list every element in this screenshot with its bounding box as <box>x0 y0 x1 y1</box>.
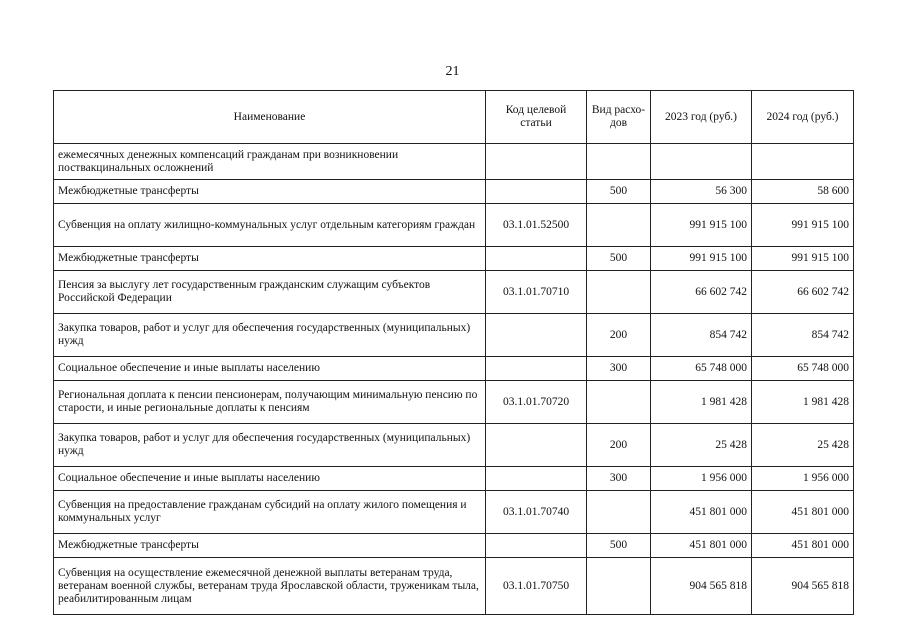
cell-name: Пенсия за выслугу лет государственным гражданским служащим субъектов Российской Федерации <box>54 271 486 314</box>
cell-2023: 451 801 000 <box>651 491 752 534</box>
table-row <box>54 381 854 424</box>
header-expense-type: Вид расхо-дов <box>587 91 651 144</box>
cell-2023: 66 602 742 <box>651 271 752 314</box>
cell-code: 03.1.01.70740 <box>486 491 587 534</box>
cell-2024: 1 956 000 <box>752 467 854 491</box>
header-2023: 2023 год (руб.) <box>651 91 752 144</box>
cell-expense-type <box>587 381 651 424</box>
table-row <box>54 180 854 204</box>
cell-2023: 56 300 <box>651 180 752 204</box>
header-code: Код целевой статьи <box>486 91 587 144</box>
cell-code <box>486 314 587 357</box>
cell-name: Региональная доплата к пенсии пенсионерам, получающим минимальную пенсию по старости, и иные региональные доплаты к пенсиям <box>54 381 486 424</box>
cell-expense-type: 200 <box>587 314 651 357</box>
cell-expense-type: 200 <box>587 424 651 467</box>
cell-2023: 65 748 000 <box>651 357 752 381</box>
cell-2024: 451 801 000 <box>752 534 854 558</box>
cell-name: Межбюджетные трансферты <box>54 534 486 558</box>
cell-2023: 854 742 <box>651 314 752 357</box>
cell-2023: 904 565 818 <box>651 558 752 615</box>
cell-2023: 991 915 100 <box>651 204 752 247</box>
cell-2024: 1 981 428 <box>752 381 854 424</box>
cell-code <box>486 144 587 180</box>
cell-name: Социальное обеспечение и иные выплаты населению <box>54 357 486 381</box>
cell-name: Субвенция на оплату жилищно-коммунальных услуг отдельным категориям граждан <box>54 204 486 247</box>
cell-2024: 991 915 100 <box>752 204 854 247</box>
cell-code <box>486 357 587 381</box>
cell-2024: 66 602 742 <box>752 271 854 314</box>
table-header-row <box>54 91 854 144</box>
cell-expense-type <box>587 491 651 534</box>
cell-2024: 58 600 <box>752 180 854 204</box>
cell-name: Закупка товаров, работ и услуг для обеспечения государственных (муниципальных) нужд <box>54 314 486 357</box>
table-row <box>54 204 854 247</box>
cell-name: Субвенция на осуществление ежемесячной денежной выплаты ветеранам труда, ветеранам военной службы, ветеранам труда Ярославской области, труженикам тыла, реабилитированным лицам <box>54 558 486 615</box>
cell-expense-type: 500 <box>587 180 651 204</box>
cell-name: ежемесячных денежных компенсаций гражданам при возникновении поствакцинальных осложнений <box>54 144 486 180</box>
cell-2023 <box>651 144 752 180</box>
table-row <box>54 271 854 314</box>
table-row <box>54 534 854 558</box>
cell-code <box>486 424 587 467</box>
cell-2024: 904 565 818 <box>752 558 854 615</box>
table-row <box>54 467 854 491</box>
table-row <box>54 314 854 357</box>
cell-expense-type <box>587 204 651 247</box>
cell-expense-type: 300 <box>587 467 651 491</box>
cell-name: Межбюджетные трансферты <box>54 247 486 271</box>
cell-code: 03.1.01.52500 <box>486 204 587 247</box>
cell-2024: 991 915 100 <box>752 247 854 271</box>
budget-table <box>53 90 854 615</box>
cell-code <box>486 180 587 204</box>
cell-expense-type: 500 <box>587 534 651 558</box>
cell-code <box>486 534 587 558</box>
table-row <box>54 247 854 271</box>
header-name: Наименование <box>54 91 486 144</box>
cell-2023: 991 915 100 <box>651 247 752 271</box>
cell-name: Межбюджетные трансферты <box>54 180 486 204</box>
cell-code <box>486 467 587 491</box>
cell-code: 03.1.01.70710 <box>486 271 587 314</box>
cell-expense-type <box>587 558 651 615</box>
cell-name: Социальное обеспечение и иные выплаты населению <box>54 467 486 491</box>
cell-name: Закупка товаров, работ и услуг для обеспечения государственных (муниципальных) нужд <box>54 424 486 467</box>
cell-name: Субвенция на предоставление гражданам субсидий на оплату жилого помещения и коммунальных услуг <box>54 491 486 534</box>
cell-code: 03.1.01.70720 <box>486 381 587 424</box>
table-row <box>54 144 854 180</box>
cell-code <box>486 247 587 271</box>
cell-2023: 451 801 000 <box>651 534 752 558</box>
cell-2023: 25 428 <box>651 424 752 467</box>
cell-expense-type: 300 <box>587 357 651 381</box>
cell-2024 <box>752 144 854 180</box>
cell-2024: 25 428 <box>752 424 854 467</box>
cell-code: 03.1.01.70750 <box>486 558 587 615</box>
table-row <box>54 491 854 534</box>
cell-2024: 65 748 000 <box>752 357 854 381</box>
cell-2024: 451 801 000 <box>752 491 854 534</box>
cell-expense-type: 500 <box>587 247 651 271</box>
cell-expense-type <box>587 144 651 180</box>
table-row <box>54 424 854 467</box>
cell-expense-type <box>587 271 651 314</box>
cell-2023: 1 956 000 <box>651 467 752 491</box>
table-row <box>54 357 854 381</box>
cell-2023: 1 981 428 <box>651 381 752 424</box>
header-2024: 2024 год (руб.) <box>752 91 854 144</box>
page-number: 21 <box>445 64 460 79</box>
table-row <box>54 558 854 615</box>
cell-2024: 854 742 <box>752 314 854 357</box>
